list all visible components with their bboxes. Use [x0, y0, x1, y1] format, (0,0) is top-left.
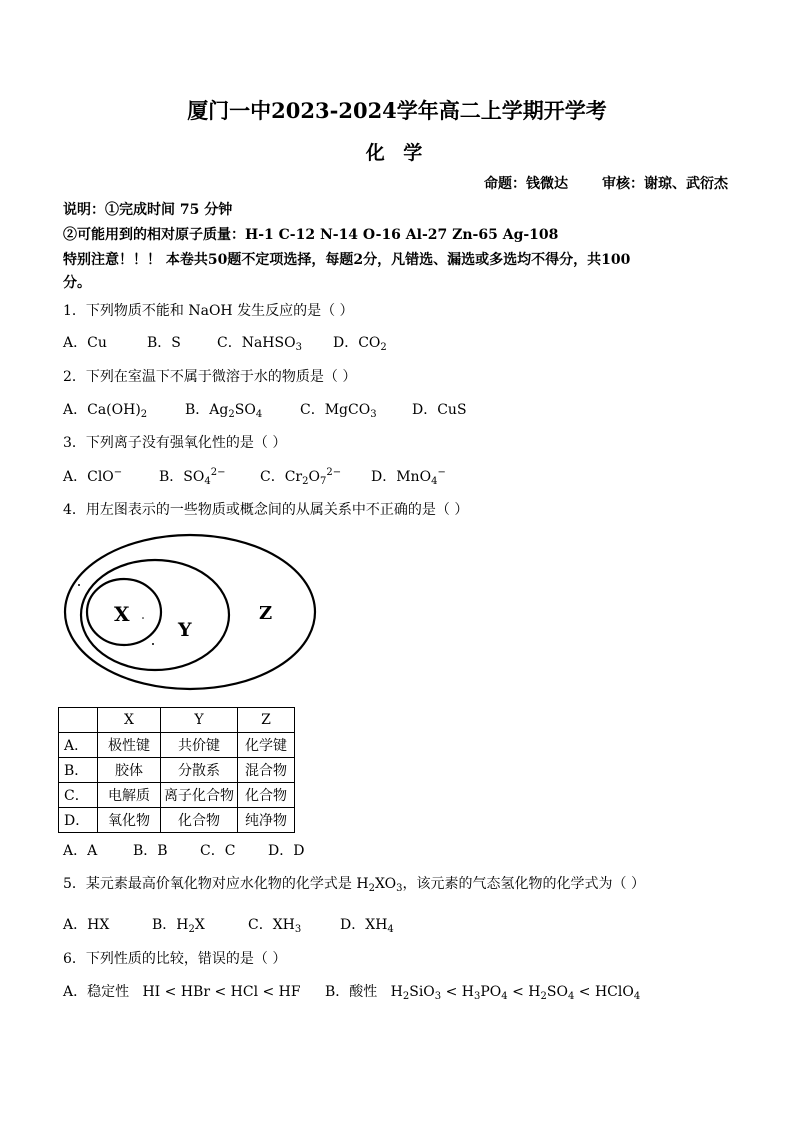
q5-option-d: D．$XH_4$ [340, 917, 394, 935]
label-y: Y [178, 619, 192, 641]
table-row [59, 758, 295, 783]
table-header-cell: X [98, 708, 161, 733]
subject-title: 化 学 [365, 142, 429, 164]
q1-option-c: C．NaHSO$_3$ [217, 335, 302, 353]
table-cell: 分散系 [161, 758, 238, 783]
q1-option-b: B．S [147, 335, 181, 351]
q6-option-a: A．稳定性 HI < HBr < HCl < HF [63, 984, 301, 1000]
q3-option-d: D．MnO$_4$− [371, 467, 446, 487]
q5-option-a: A．HX [63, 917, 110, 933]
table-cell: C． [59, 783, 98, 808]
ellipse-z [65, 535, 315, 689]
table-cell: D． [59, 808, 98, 833]
table-header-row [59, 708, 295, 733]
question-4-stem: 4．用左图表示的一些物质或概念间的从属关系中不正确的是（ ） [63, 502, 469, 518]
q4-option-c: C．C [200, 843, 236, 859]
question-6-stem: 6．下列性质的比较，错误的是（ ） [63, 951, 287, 967]
label-z: Z [259, 603, 273, 624]
table-cell: 氧化物 [98, 808, 161, 833]
table-row [59, 783, 295, 808]
author-line [484, 173, 728, 193]
table-row [59, 733, 295, 758]
ellipse-y [81, 560, 229, 670]
note-line-1: 说明：①完成时间 75 分钟 [63, 202, 233, 218]
table-cell: 混合物 [238, 758, 295, 783]
label-x: X [114, 602, 130, 626]
q4-option-a: A．A [63, 843, 98, 859]
q3-option-c: C．$Cr_2O_7^{2-}$ [260, 467, 342, 487]
table-cell: 化学键 [238, 733, 295, 758]
note-line-4: 分。 [63, 275, 91, 291]
table-cell: 极性键 [98, 733, 161, 758]
nested-ellipse-diagram [62, 532, 318, 692]
q5-option-c: C．$XH_3$ [248, 917, 302, 935]
q1-option-d: D．$CO_2$ [333, 335, 387, 353]
table-cell: 电解质 [98, 783, 161, 808]
setter-label: 命题：钱微达 [484, 176, 568, 192]
table-cell: 离子化合物 [161, 783, 238, 808]
table-cell: 化合物 [161, 808, 238, 833]
table-header-cell: Z [238, 708, 295, 733]
q3-option-b: B．$SO_4^{2-}$ [159, 467, 226, 487]
q3-option-a: A．ClO− [63, 467, 123, 485]
table-cell: 纯净物 [238, 808, 295, 833]
q2-option-d: D．CuS [412, 402, 467, 418]
q5-option-b: B．$H_2X$ [152, 917, 205, 935]
q2-option-c: C．MgCO$_3$ [300, 402, 377, 420]
q4-option-b: B．B [133, 843, 168, 859]
q4-answer-table [58, 707, 295, 833]
question-1-stem: 1．下列物质不能和 NaOH 发生反应的是（ ） [63, 303, 354, 319]
table-cell: A． [59, 733, 98, 758]
reviewer-label: 审核：谢琼、武衍杰 [602, 176, 728, 192]
table-cell: 化合物 [238, 783, 295, 808]
question-3-stem: 3．下列离子没有强氧化性的是（ ） [63, 435, 287, 451]
q2-option-b: B．$Ag_2SO_4$ [185, 402, 263, 420]
table-cell: 胶体 [98, 758, 161, 783]
q1-option-a: A．Cu [63, 335, 107, 351]
q2-option-a: A．$Ca(OH)_2$ [63, 402, 148, 420]
note-line-2: ②可能用到的相对原子质量：H-1 C-12 N-14 O-16 Al-27 Zn-65 Ag-108 [63, 227, 559, 243]
note-line-3: 特别注意！！！ 本卷共50题不定项选择，每题2分，凡错选、漏选或多选均不得分，共100 [63, 252, 631, 268]
table-cell: B． [59, 758, 98, 783]
table-header-cell: Y [161, 708, 238, 733]
question-2-stem: 2．下列在室温下不属于微溶于水的物质是（ ） [63, 369, 357, 385]
table-cell: 共价键 [161, 733, 238, 758]
page-title: 厦门一中2023-2024学年高二上学期开学考 [187, 98, 607, 123]
question-5-stem: 5．某元素最高价氧化物对应水化物的化学式是 $H_2XO_3$，该元素的气态氢化物的化学式为（ ） [63, 876, 645, 894]
q4-option-d: D．D [268, 843, 305, 859]
q6-option-b: B．酸性 $H_2SiO_3 < H_3PO_4 < H_2SO_4$ < HClO$_4$ [325, 984, 641, 1002]
table-row [59, 808, 295, 833]
table-header-cell [59, 708, 98, 733]
